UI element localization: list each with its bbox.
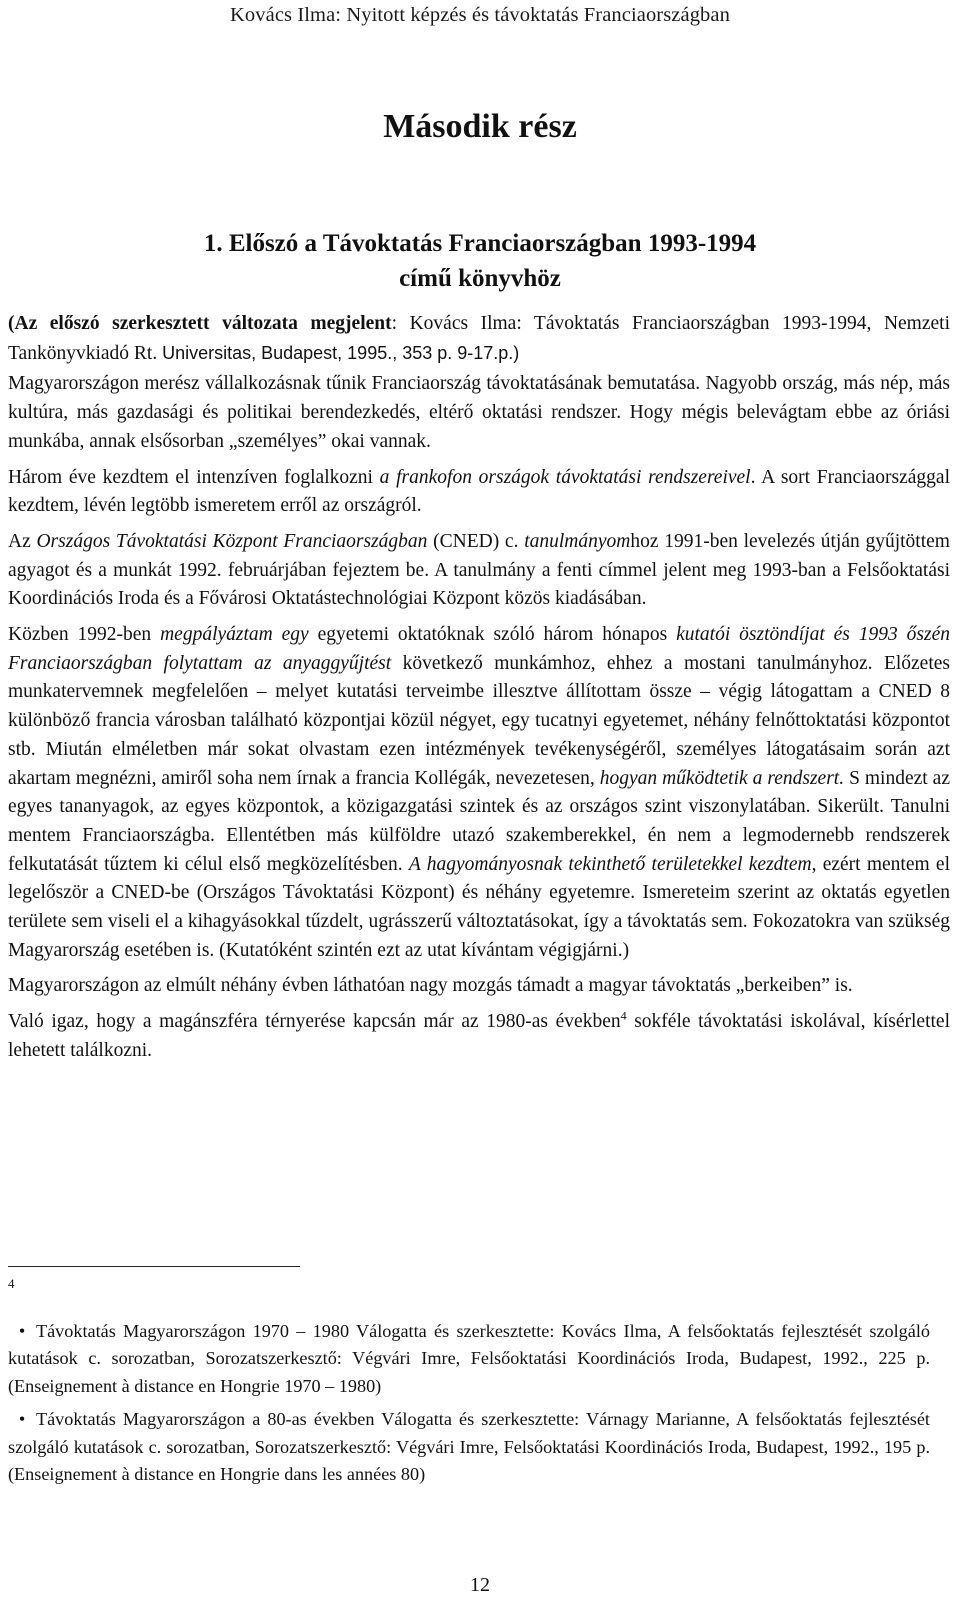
bullet-icon: •	[18, 1321, 26, 1341]
footnote-item: • Távoktatás Magyarországon a 80-as években Válogatta és szerkesztette: Várnagy Marianne, A felsőoktatás fejlesztését szolgáló kutatások c. sorozatban, Sorozatszerkesztő: Végvári Imre, Felsőoktatási Koordinációs Iroda, Budapest, 1992., 195 p. (Enseignement à distance en Hongrie dans les années 80)	[8, 1406, 930, 1488]
paragraph-3: Az Országos Távoktatási Központ Franciaországban (CNED) c. tanulmányomhoz 1991-ben levelezés útján gyűjtöttem agyagot és a munkát 1992. februárjában fejeztem be. A tanulmány a fenti címmel jelent meg 1993-ban a Felsőoktatási Koordinációs Iroda és a Fővárosi Oktatástechnológiai Központ közös kiadásában.	[8, 530, 950, 610]
paragraph-6: Való igaz, hogy a magánszféra térnyerése kapcsán már az 1980-as években$^4$ sokféle távoktatási iskolával, kísérlettel lehetett találkozni.	[8, 1008, 950, 1061]
running-header: Kovács Ilma: Nyitott képzés és távoktatás Franciaországban	[230, 4, 730, 26]
intro-paragraph: (Az előszó szerkesztett változata megjelent: Kovács Ilma: Távoktatás Franciaországban 1993-1994, Nemzeti Tankönyvkiadó Rt. Universitas, Budapest, 1995., 353 p. 9-17.p.)	[8, 313, 950, 364]
footnote-reference[interactable]: 4	[620, 1008, 627, 1023]
footnote-item: • Távoktatás Magyarországon 1970 – 1980 Válogatta és szerkesztette: Kovács Ilma, A felsőoktatás fejlesztését szolgáló kutatások c. sorozatban, Sorozatszerkesztő: Végvári Imre, Felsőoktatási Koordinációs Iroda, Budapest, 1992., 225 p. (Enseignement à distance en Hongrie 1970 – 1980)	[8, 1318, 930, 1400]
body-text	[8, 310, 950, 1073]
page-number: 12	[470, 1574, 490, 1596]
paragraph-5: Magyarországon az elmúlt néhány évben láthatóan nagy mozgás támadt a magyar távoktatás „berkeiben” is.	[8, 975, 853, 997]
chapter-title-line-1: 1. Előszó a Távoktatás Franciaországban 1993-1994	[203, 230, 757, 257]
paragraph-2: Három éve kezdtem el intenzíven foglalkozni a frankofon országok távoktatási rendszereivel. A sort Franciaországgal kezdtem, lévén legtöbb ismeretem erről az országról.	[8, 466, 950, 517]
chapter-title	[0, 226, 960, 296]
footnote-number: 4	[8, 1276, 15, 1291]
footnotes	[8, 1318, 930, 1494]
paragraph-4: Közben 1992-ben megpályáztam egy egyetemi oktatóknak szóló három hónapos kutatói ösztöndíjat és 1993 őszén Franciaországban folytattam az anyaggyűjtést következő munkámhoz, ehhez a mostani tanulmányhoz. Előzetes munkatervemnek megfelelően – melyet kutatási terveimbe illesztve állítottam össze – végig látogattam a CNED 8 különböző francia városban található központjai közül négyet, egy tucatnyi egyetemet, néhány felnőttoktatási központot stb. Miután elméletben már sokat olvastam ezen intézmények tevékenységéről, személyes látogatásaim során azt akartam megnézni, amiről soha nem írnak a francia Kollégák, nevezetesen, hogyan működtetik a rendszert. S mindezt az egyes tananyagok, az egyes központok, a közigazgatási szintek és az országos szint viszonylatában. Sikerült. Tanulni mentem Franciaországba. Ellentétben más külföldre utazó szakemberekkel, én nem a legmodernebb rendszerek felkutatását tűztem ki célul első megközelítésben. A hagyományosnak tekinthető területekkel kezdtem, ezért mentem el legelőször a CNED-be (Országos Távoktatási Központ) és néhány egyetemre. Ismereteim szerint az oktatás egyetlen területe sem viseli el a kihagyásokkal tűzdelt, ugrásszerű változtatásokat, így a távoktatás sem. Fokozatokra van szükség Magyarország esetében is. (Kutatóként szintén ezt az utat kívántam végigjárni.)	[8, 624, 950, 961]
chapter-title-line-2: című könyvhöz	[399, 265, 561, 292]
intro-bold: (Az előszó szerkesztett változata megjelent	[8, 313, 392, 334]
part-title: Második rész	[383, 108, 577, 145]
bullet-icon: •	[18, 1409, 26, 1430]
paragraph-1: Magyarországon merész vállalkozásnak tűnik Franciaország távoktatásának bemutatása. Nagyobb ország, más nép, más kultúra, más gazdasági és politikai berendezkedés, eltérő oktatási rendszer. Hogy mégis belevágtam ebbe az óriási munkába, annak elsősorban „személyes” okai vannak.	[8, 373, 950, 452]
footnote-divider	[8, 1266, 300, 1267]
